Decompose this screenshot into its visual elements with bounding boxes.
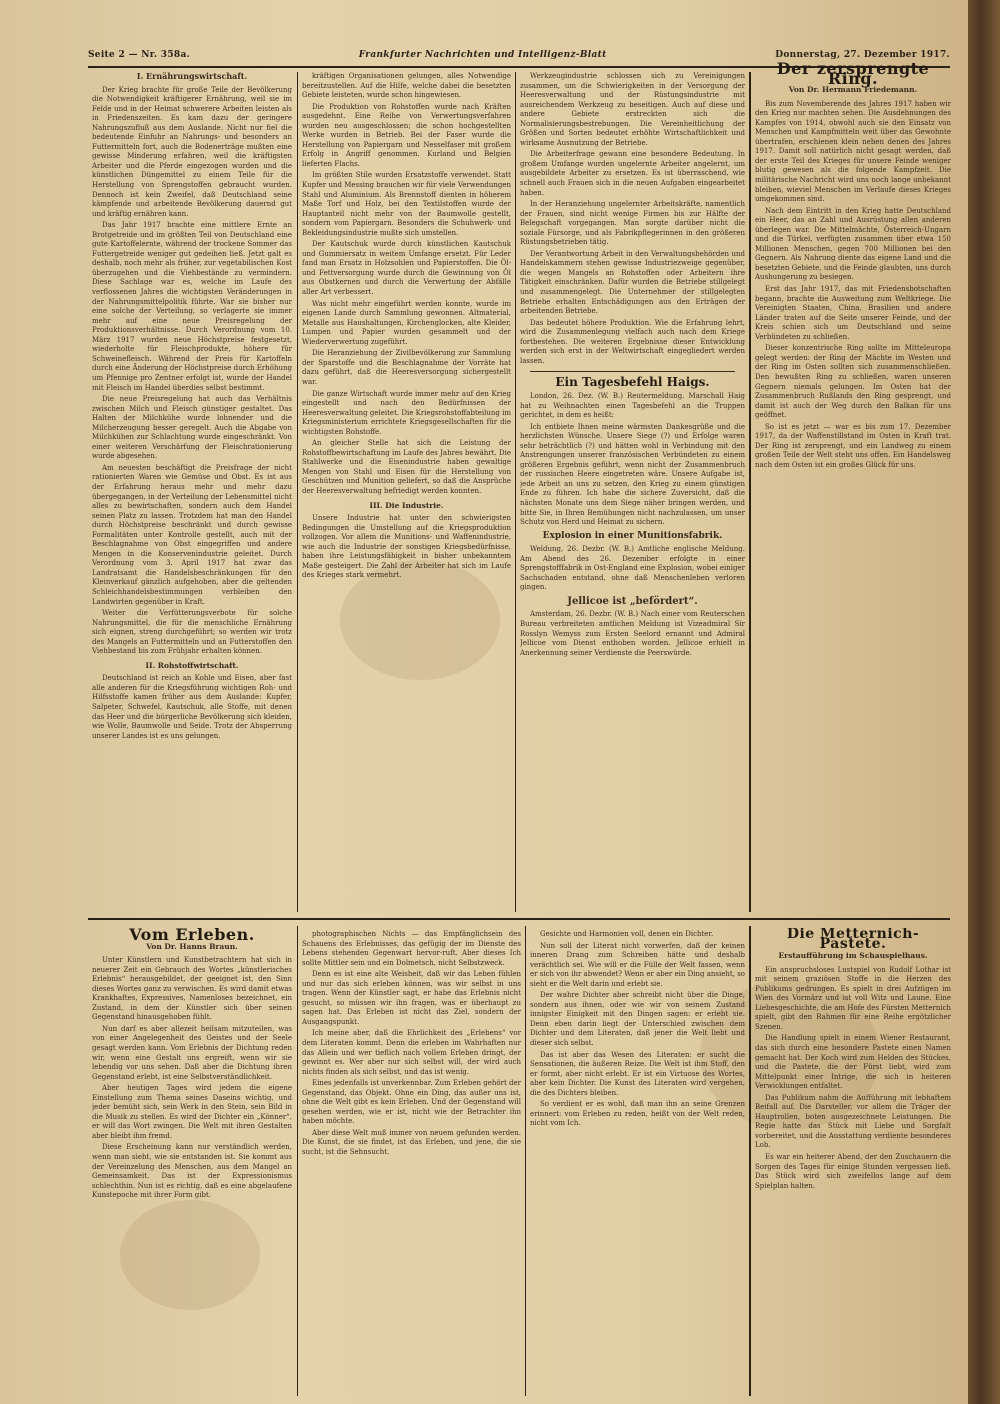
header-newspaper-title: Frankfurter Nachrichten und Intelligenz-Blatt bbox=[358, 50, 607, 60]
column-rohstoffwirtschaft bbox=[302, 72, 511, 914]
paragraph: Ich meine aber, daß die Ehrlichkeit des „Erlebens“ vor dem Literaten kommt. Denn die erleben im Wahrhaften nur das Allein und wer tieflich nach vollem Erleben dringt, der gewinnt es. Wer aber nur sich selbst will, der wird auch nichts finden als sich selbst, und das ist wenig. bbox=[302, 1029, 521, 1076]
paragraph: Das bedeutet höhere Produktion. Wie die Erfahrung lehrt, wird die Zusammenlegung vielfach auch nach dem Kriege fortbestehen. Die weiteren Ergebnisse dieser Entwicklung werden sich erst in der Weltwirtschaft eingegliedert werden lassen. bbox=[520, 318, 745, 365]
paragraph: Die Produktion von Rohstoffen wurde nach Kräften ausgedehnt. Eine Reihe von Verwertungsverfahren wurden neu ausgeschlossen; die schon hochgestellten Werke wurden in Betrieb. Bei der Faser wurde die Herstellung von Papiergarn und Nesselfaser mit großem Erfolg in Angriff genommen. Kurland und Belgien lieferten Flachs. bbox=[302, 102, 511, 168]
paragraph: Die ganze Wirtschaft wurde immer mehr auf den Krieg eingestellt und nach den Bedürfnissen der Heeresverwaltung geleitet. Die Kriegsrohstoffabteilung im Kriegsministerium errichtete Kriegsgesellschaften für die wichtigsten Rohstoffe. bbox=[302, 389, 511, 436]
paragraph: Bis zum Novemberende des Jahres 1917 haben wir den Krieg nur machten sehen. Die Ausdehnungen des Kampfes von 1914, obwohl auch sie den Einsatz von Menschen und Kampfmitteln weit über das Gewohnte übertrafen, erschienen klein neben denen des Jahres 1917. Damit soll natürlich nicht gesagt werden, daß der erste Teil des Krieges für unsere Feinde weniger blutig gewesen als die folgende Kampfzeit. Die militärische Nachricht wird uns noch lange unbekannt bleiben, wieviel Menschen im Verlaufe dieses Krieges umgekommen sind. bbox=[755, 99, 951, 204]
column-rule bbox=[749, 72, 751, 912]
paragraph: Der Verantwortung Arbeit in den Verwaltungsbehörden und Handelskammern stehen gewisse Industriezweige gegenüber, die wegen Mangels an Rohstoffen oder Arbeitern ihre Tätigkeit einschränken. Dafür wurden die Betriebe stillgelegt und zusammengelegt. Die Unternehmer der stillgelegten Betriebe erhalten Entschädigungen aus den Erträgen der arbeitenden Betriebe. bbox=[520, 249, 745, 316]
paragraph: Das ist aber das Wesen des Literaten: er sucht die Sensationen, die äußeren Reize. Die Welt ist ihm Stoff, den er formt, aber nicht erlebt. Er ist ein Virtuose des Wortes, aber kein Dichter. Die Kunst des Literaten wird vergehen, die des Dichters bleiben. bbox=[530, 1050, 745, 1097]
paragraph: Weldung, 26. Dezbr. (W. B.) Amtliche englische Meldung. Am Abend des 26. Dezember erfolgte in einer Sprengstofffabrik in Ost-England eine Explosion, wobei einiger Sachschaden entstand, ohne daß Menschenleben verloren gingen. bbox=[520, 545, 745, 592]
paragraph: Amsterdam, 26. Dezbr. (W. B.) Nach einer vom Reuterschen Bureau verbreiteten amtlichen Meldung ist Vizeadmiral Sir Rosslyn Wemyss zum Ersten Seelord ernannt und Admiral Jellicoe vom Dienst enthoben worden. Jellicoe erhielt in Anerkennung seiner Verdienste die Peerswürde. bbox=[520, 610, 745, 657]
paragraph: Nach dem Eintritt in den Krieg hatte Deutschland ein Heer, das an Zahl und Ausrüstung allen anderen überlegen war. Die Mittelmächte, Österreich-Ungarn und die Türkei, verfügten zusammen über etwa 150 Millionen Menschen, gegen 700 Millionen bei den Gegnern. Als Nahrung diente das eigene Land und die besetzten Gebiete, und die Feinde glaubten, uns durch Aushungerung zu besiegen. bbox=[755, 206, 951, 282]
article-title-metternich: Die Metternich-Pastete. bbox=[786, 928, 920, 952]
byline: Von Dr. Hermann Friedemann. bbox=[788, 85, 918, 95]
paragraph: Der wahre Dichter aber schreibt nicht über die Dinge, sondern aus ihnen, oder wie wir von seinem Zustand innigster Einigkeit mit den Dingen sagen: er erlebt sie. Denn eben darin liegt der Unterschied zwischen dem Dichter und dem Literaten, daß jener die Welt liebt und dieser sich selbst. bbox=[530, 991, 745, 1048]
paragraph: Aber heutigen Tages wird jedem die eigene Einstellung zum Thema seines Daseins wichtig, und jeder bemüht sich, sein Werk in den Stein, sein Bild in die Musik zu stellen. Es wird der Dichter ein „Könner“, er will das Wort zwingen. Die Welt mit ihren Gestalten aber bleibt ihm fremd. bbox=[92, 1084, 292, 1140]
paragraph: Dieser konzentrische Ring sollte im Mitteleuropa gelegt werden: der Ring der Mächte im Westen und der Ring im Osten sollten sich zusammenschließen. Den bewußten Ring zu schließen, waren unseren Gegnern niemals gelungen. Im Osten hat der Zusammenbruch Rußlands den Ring gesprengt, und damit ist auch der Weg durch den Balkan für uns geöffnet. bbox=[755, 344, 951, 420]
column-rule bbox=[749, 926, 751, 1396]
column-metternich-pastete bbox=[755, 928, 951, 1398]
article-title-jellicoe: Jellicoe ist „befördert“. bbox=[567, 595, 698, 607]
paragraph: Es war ein heiterer Abend, der den Zuschauern die Sorgen des Tages für einige Stunden vergessen ließ. Das Stück wird sich zweifellos lange auf dem Spielplan halten. bbox=[755, 1153, 951, 1190]
paragraph: Diese Erscheinung kann nur verständlich werden, wenn man sieht, wie sie entstanden ist. Sie kommt aus der Vereinzelung des Menschen, aus dem Mangel an Gemeinsamkeit. Das ist der Expressionismus schlechthin. Nun ist es richtig, daß es eine abgelaufene Kunstepoche mit ihrer Form gibt. bbox=[92, 1143, 292, 1200]
article-title-haig: Ein Tagesbefehl Haigs. bbox=[555, 375, 710, 390]
paragraph: Weiter die Verfütterungsverbote für solche Nahrungsmittel, die für die menschliche Ernährung sich eignen, streng durchgeführt; so werden wir trotz des Mangels an Futtermitteln und an Futterstoffen den Viehbestand bis zum Frühjahr erhalten können. bbox=[92, 609, 292, 656]
paragraph: Deutschland ist reich an Kohle und Eisen, aber fast alle anderen für die Kriegsführung wichtigen Roh- und Hilfsstoffe kamen früher aus dem Auslande: Kupfer, Salpeter, Schwefel, Kautschuk, alle Stoffe, mit denen das Heer und die bürgerliche Bevölkerung sich kleiden, wie Wolle, Baumwolle und Seide. Trotz der Absperrung unserer Landes ist es uns gelungen. bbox=[92, 674, 292, 740]
paragraph: Nun darf es aber allezeit heilsam mitzuteilen, was von einer Angelegenheit des Geistes und der Seele gesagt werden kann. Vom Erlebnis der Dichtung reden wir, wenn eine Gestalt uns ergreift, wenn wir sie lebendig vor uns sehen. Daß aber die Dichtung ihren Gegenstand erlebt, ist eine Selbstverständlichkeit. bbox=[92, 1024, 292, 1081]
paragraph: Die Arbeiterfrage gewann eine besondere Bedeutung. In großem Umfange wurden ungelernte Arbeiter angelernt, um ausgebildete Arbeiter zu ersetzen. Es ist überraschend, wie schnell auch Frauen sich in die neuen Aufgaben eingearbeitet haben. bbox=[520, 150, 745, 197]
byline: Von Dr. Hanns Braun. bbox=[146, 941, 238, 951]
paragraph: Ein anspruchsloses Lustspiel von Rudolf Lothar ist mit seinem graziösen Stoffe in die Herzen des Publikums gedrungen. Es spielt in drei Aufzügen im Wien des Vormärz und ist voll Witz und Laune. Eine Liebesgeschichte, die am Hofe des Fürsten Metternich spielt, gibt den Rahmen für eine Reihe ergötzlicher Szenen. bbox=[755, 965, 951, 1031]
paragraph: Gesichte und Harmonien voll, denen ein Dichter. bbox=[540, 930, 714, 938]
paragraph: Was nicht mehr eingeführt werden konnte, wurde im eigenen Lande durch Sammlung gewonnen. Altmaterial, Metalle aus Haushaltungen, Kirchenglocken, alte Kleider, Lumpen und Papier wurden gesammelt und der Wiederverwertung zugeführt. bbox=[302, 299, 511, 346]
column-erleben-end bbox=[530, 930, 745, 1398]
paragraph: Aber diese Welt muß immer von neuem gefunden werden. Die Kunst, die sie findet, ist das Erleben, und jene, die sie sucht, ist die Sehnsucht. bbox=[302, 1128, 521, 1157]
paragraph: An gleicher Stelle hat sich die Leistung der Rohstoffbewirtschaftung im Laufe des Jahres bewährt. Die Stahlwerke und die Eisenindustrie haben gewaltige Mengen von Stahl und Eisen für die Herstellung von Geschützen und Munition geliefert, so daß die Ansprüche der Heeresverwaltung befriedigt werden konnten. bbox=[302, 439, 511, 495]
column-vom-erleben bbox=[92, 928, 292, 1398]
header-page-number: Seite 2 — Nr. 358a. bbox=[88, 50, 191, 60]
column-zersprengte-ring bbox=[755, 62, 951, 914]
column-rule bbox=[297, 72, 298, 912]
paragraph: Die neue Preisregelung hat auch das Verhältnis zwischen Milch und Fleisch günstiger gestaltet. Das Halten der Milchkühe wurde lohnender und die Milcherzeugung besser geregelt. Auch die Abgabe von Milchkühen zur Schlachtung wurde eingeschränkt. Von einer weiteren Verschärfung der Fleischrationierung wurde abgesehen. bbox=[92, 395, 292, 461]
paragraph: Denn es ist eine alte Weisheit, daß wir das Leben fühlen und nur das sich erleben können, was wir selbst in uns tragen. Wenn der Künstler sagt, er habe das Erlebnis nicht gesucht, so müssen wir ihn fragen, was er überhaupt zu sagen hat. Das Erleben ist nicht das Ziel, sondern der Ausgangspunkt. bbox=[302, 970, 521, 1026]
column-erleben-continued bbox=[302, 930, 521, 1398]
paragraph: Unter Künstlern und Kunstbetrachtern hat sich in neuerer Zeit ein Gebrauch des Wortes „künstlerisches Erlebnis“ herausgebildet, der geeignet ist, den Sinn dieses Wortes ganz zu verwischen. Es wird damit etwas Krankhaftes, Expressives, Namenloses bezeichnet, ein Zustand, in dem der Künstler sich über seinen Gegenstand hinausgehoben fühlt. bbox=[92, 956, 292, 1022]
paragraph: Eines jedenfalls ist unverkennbar. Zum Erleben gehört der Gegenstand, das Objekt. Ohne ein Ding, das außer uns ist, ohne die Welt gibt es kein Erleben. Und der Gegenstand will gesehen werden, wie er ist, nicht wie der Betrachter ihn haben möchte. bbox=[302, 1079, 521, 1126]
paragraph: So verdient er es wohl, daß man ihn an seine Grenzen erinnert: vom Erleben zu reden, heißt von der Welt reden, nicht vom Ich. bbox=[530, 1100, 745, 1128]
paragraph: Die Handlung spielt in einem Wiener Restaurant, das sich durch eine besondere Pastete einen Namen gemacht hat. Der Koch wird zum Helden des Stückes, und die Pastete, die der Fürst liebt, wird zum Mittelpunkt einer Intrige, die sich in heiteren Verwicklungen entfaltet. bbox=[755, 1034, 951, 1091]
column-industrie-news bbox=[520, 72, 745, 914]
paragraph: Erst das Jahr 1917, das mit Friedensbotschaften begann, brachte die Ausweitung zum Weltkriege. Die Vereinigten Staaten, China, Brasilien und andere Länder traten auf die Seite unserer Feinde, und der Kreis schien sich um Deutschland und seine Verbündeten zu schließen. bbox=[755, 285, 951, 341]
column-ernaehrungswirtschaft bbox=[92, 72, 292, 914]
paragraph: Unsere Industrie hat unter den schwierigsten Bedingungen die Umstellung auf die Kriegsproduktion vollzogen. Vor allem die Munitions- und Waffenindustrie, wie auch die Industrie der sonstigen Kriegsbedürfnisse, haben ihre Leistungsfähigkeit in bisher unbekanntem Maße gesteigert. Die Zahl der Arbeiter hat sich im Laufe des Krieges stark vermehrt. bbox=[302, 514, 511, 580]
column-rule bbox=[515, 72, 516, 912]
paragraph: Die Heranziehung der Zivilbevölkerung zur Sammlung der Sparstoffe und die Beschlagnahme der Vorräte hat dazu geführt, daß die Heeresversorgung sichergestellt war. bbox=[302, 349, 511, 386]
paragraph: So ist es jetzt — war es bis zum 17. Dezember 1917, da der Waffenstillstand im Osten in Kraft trat. Der Ring ist zersprengt, und ein Landweg zu einem großen Teile der Welt steht uns offen. Ein Handelsweg nach dem Osten ist ein großes Glück für uns. bbox=[755, 422, 951, 469]
paragraph: Ich entbiete Ihnen meine wärmsten Dankesgrüße und die herzlichsten Wünsche. Unsere Siege (?) und Erfolge waren sehr beträchtlich (?) und hätten wohl in Verbindung mit den Anstrengungen unserer französischen Verbündeten zu einem größeren Ergebnis geführt, wenn nicht der Zusammenbruch der russischen Heere eingetreten wäre. Unsere Aufgabe ist, jede Arbeit an uns zu setzen, den Krieg zu einem günstigen Ende zu führen. Ich habe die sichere Zuversicht, daß die nächsten Monate uns dem Siege näher bringen werden, und bitte Sie, in Ihren Bemühungen nicht nachzulassen, um unser Schutz von Herd und Heimat zu sichern. bbox=[520, 422, 745, 527]
subtitle: Erstaufführung im Schauspielhaus. bbox=[778, 951, 928, 961]
paragraph: Der Krieg brachte für große Teile der Bevölkerung die Notwendigkeit kräftigerer Ernährung, weil sie im Felde und in der Heimat schwerere Arbeiten leisten als in Friedenszeiten. Es kam dazu der geringere Nahrungszufluß aus dem Auslande. Nicht nur fiel die bedeutende Einfuhr an Nahrungs- und besonders an Futtermitteln fort, auch die Bodenerträge mußten eine gewisse Minderung erfahren, weil die kräftigsten Arbeiter und die Pferde eingezogen wurden und die künstlichen Düngemittel zu einem Teile für die Herstellung von Sprengstoffen gebraucht wurden. Dennoch ist kein Zweifel, daß Deutschland seine kämpfende und arbeitende Bevölkerung dauernd gut und kräftig ernähren kann. bbox=[92, 85, 292, 218]
paragraph: Am neuesten beschäftigt die Preisfrage der nicht rationierten Waren wie Gemüse und Obst. Es ist aus der Erfahrung heraus mehr und mehr dazu übergegangen, in der Verteilung der Lebensmittel nicht alles zu bewirtschaften, sondern auch dem Handel seinen Platz zu lassen. Trotzdem hat man den Handel durch Höchstpreise beschränkt und durch gewisse Formalitäten unter Kontrolle gestellt, auch mit der Beschlagnahme von Obst eingegriffen und andere Mengen in die Konservenindustrie geleitet. Durch Verordnung vom 3. April 1917 hat zwar das Landratsamt die Handelsbeschränkungen für den Kleinverkauf gänzlich aufgehoben, aber die geltenden Schleichhandelsbestimmungen verbleiben den Landwirten gegenüber in Kraft. bbox=[92, 463, 292, 606]
article-title-erleben: Vom Erleben. bbox=[129, 928, 255, 944]
paragraph: London, 26. Dez. (W. B.) Reutermeldung. Marschall Haig hat zu Weihnachten einen Tagesbefehl an die Truppen gerichtet, in dem es heißt: bbox=[520, 391, 745, 420]
paragraph: Im größten Stile wurden Ersatzstoffe verwendet. Statt Kupfer und Messing brauchen wir für viele Verwendungen Stahl und Aluminium. Als Brennstoff dienten in höherem Maße Torf und Holz, bei den Textilstoffen wurde der Hauptanteil nicht mehr von der Baumwolle gestellt, sondern vom Papiergarn. Besonders die Schuhwerk- und Bekleidungsindustrie mußte sich umstellen. bbox=[302, 171, 511, 237]
section-heading: III. Die Industrie. bbox=[369, 500, 444, 510]
section-heading: II. Rohstoffwirtschaft. bbox=[145, 660, 239, 670]
paragraph: In der Heranziehung ungelernter Arbeitskräfte, namentlich der Frauen, sind nicht wenige Firmen bis zur Hälfte der Belegschaft vorgegangen. Man sorgte darüber nicht die soziale Fürsorge, und als Fabrikpflegerinnen in den größeren Rüstungsbetrieben tätig. bbox=[520, 200, 745, 247]
article-title-ring: Der zersprengte Ring. bbox=[776, 62, 930, 88]
article-separator bbox=[530, 371, 735, 372]
article-title-explosion: Explosion in einer Munitionsfabrik. bbox=[542, 530, 723, 541]
book-binding bbox=[968, 0, 1000, 1404]
paragraph: Das Publikum nahm die Aufführung mit lebhaftem Beifall auf. Die Darsteller, vor allem die Träger der Hauptrollen, boten ausgezeichnete Leistungen. Die Regie hatte das Stück mit Liebe und Sorgfalt vorbereitet, und die Ausstattung verdiente besonderes Lob. bbox=[755, 1093, 951, 1150]
paragraph: kräftigen Organisationen gelungen, alles Notwendige bereitzustellen. Auf die Hilfe, welche dabei die besetzten Gebiete leisteten, wurde schon hingewiesen. bbox=[302, 72, 511, 100]
header-date: Donnerstag, 27. Dezember 1917. bbox=[775, 50, 950, 60]
column-rule bbox=[297, 926, 298, 1396]
section-heading: I. Ernährungswirtschaft. bbox=[136, 72, 248, 81]
paragraph: Der Kautschuk wurde durch künstlichen Kautschuk und Gummiersatz in weitem Umfange ersetzt. Für Leder fand man Ersatz in Holzsohlen und Papierstoffen. Die Öl- und Fettversorgung wurde durch die Gewinnung von Öl aus Obstkernen und durch die Verwertung der Abfälle aller Art verbessert. bbox=[302, 240, 511, 297]
column-rule bbox=[525, 926, 526, 1396]
section-divider bbox=[88, 918, 950, 920]
paragraph: Das Jahr 1917 brachte eine mittlere Ernte an Brotgetreide und im größten Teil von Deutschland eine gute Kartoffelernte, während der trockene Sommer das Futtergetreide weniger gut gedeihen ließ. Jetzt galt es deshalb, noch mehr als früher, zur vegetabilischen Kost überzugehen und die Viehbestände zu vermindern. Diese Sachlage war es, welche im Laufe des verflossenen Jahres die wichtigsten Veränderungen in der Nahrungsmittelpolitik führte. War sie bisher nur eine solche der Verteilung, so verlagerte sie immer mehr auf eine neue Preisregelung der Produktionsverhältnisse. Durch Verordnung vom 10. März 1917 wurden neue Höchstpreise festgesetzt, wiederholte für Fleischprodukte, höhere für Schweinefleisch. Während der Preis für Kartoffeln durch eine Änderung der Höchstpreise durch Erhöhung um Pfennige pro Zentner erfolgt ist, wurde der Handel mit Fleisch im Handel überdies selbst bestimmt. bbox=[92, 221, 292, 392]
paragraph: Nun soll der Literat nicht vorwerfen, daß der keinen inneren Drang zum Schreiben hätte und deshalb verächtlich sei. Wie will er die Fülle der Welt fassen, wenn er sich von ihr abwendet? Wenn er aber ein Ding ansieht, so sieht er die Welt darin und erlebt sie. bbox=[530, 941, 745, 988]
paragraph: photographischen Nichts — das Empfänglichsein des Schauens des Erlebnisses, das gefügig der im Dienste des Lebens stehenden Gegenwart hervor-ruft. Aber dieses Ich sollte Mittler sein und ein Dolmetsch, nicht Selbstzweck. bbox=[302, 930, 521, 967]
paragraph: Werkzeugindustrie schlossen sich zu Vereinigungen zusammen, um die Schwierigkeiten in der Versorgung der Heeresverwaltung und der Rüstungsindustrie mit ausreichendem Werkzeug zu beseitigen. Auch auf diese und andere Gebiete erstreckten sich die Normalisierungsbestrebungen. Die Vereinheitlichung der Größen und Sorten bedeutet erhöhte Wirtschaftlichkeit und wirksame Ausnutzung der Betriebe. bbox=[520, 72, 745, 147]
